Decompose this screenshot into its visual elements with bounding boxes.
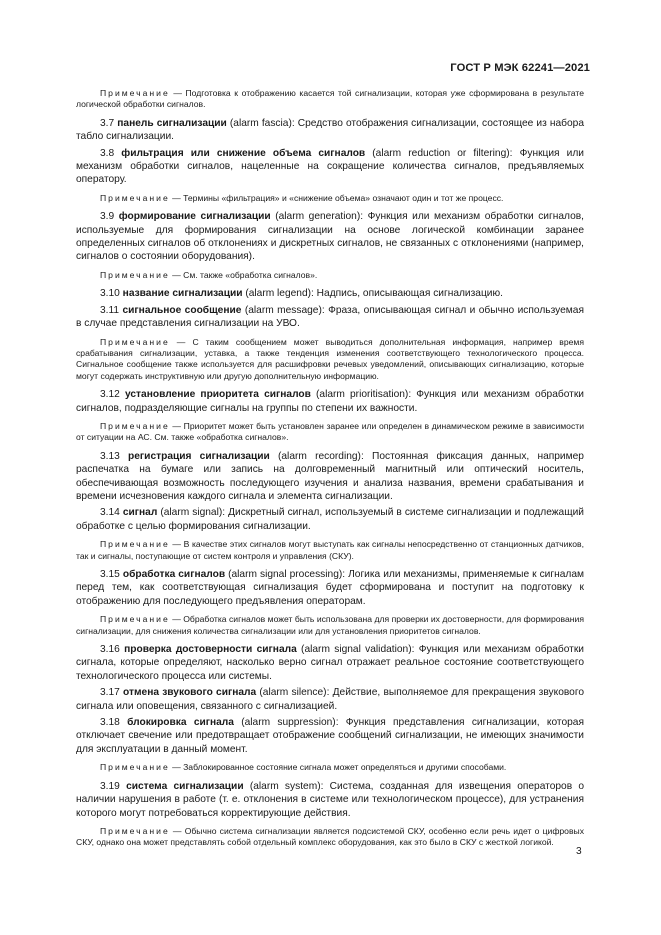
term-english: (alarm generation): — [270, 211, 364, 223]
term-number: 3.14 — [100, 507, 120, 519]
term-name: проверка достоверности сигнала — [124, 644, 297, 656]
term-definition — [76, 568, 584, 608]
term-text: Функция или механизм обработки сигнала, которые определяют, насколько верно сигнал отражает реальное состояние соответствующего технологического процесса или системы. — [76, 644, 584, 682]
term-text: Постоянная фиксация данных, например распечатка на бумаге или запись на долговременный магнитный или оптический носитель, обеспечивающая возможность последующего изучения и анализа названия, времени срабатывания и времени исчезновения каждого сигнала и элемента сигнализации. — [76, 450, 584, 502]
term-definition — [76, 210, 584, 264]
term-english: (alarm signal): — [157, 507, 226, 519]
note-text: — С таким сообщением может выводиться дополнительная информация, например время срабатывания сигнализации, уставка, а также тенденция изменения соответствующего технологического процесса. Сигнальное сообщение также используется для расшифровки речевых уведомлений, описывающих сигнализацию, которые могут содержать инструктивную или другую дополнительную информацию. — [76, 336, 584, 381]
term-text: Функция или механизм обработки сигналов, подразделяющие сигналы на группы по степени их важности. — [76, 389, 584, 414]
note-text: — Термины «фильтрация» и «снижение объема» означают один и тот же процесс. — [169, 192, 504, 203]
term-number: 3.19 — [100, 780, 120, 792]
note-label: Примечание — [100, 420, 170, 431]
term-number: 3.7 — [100, 117, 115, 129]
term-english: (alarm prioritisation): — [310, 389, 412, 401]
note-paragraph — [76, 88, 584, 111]
term-name: установление приоритета сигналов — [124, 389, 311, 401]
term-number: 3.17 — [100, 687, 120, 699]
term-english: (alarm legend): — [242, 288, 314, 300]
note-text: — Обработка сигналов может быть использована для проверки их достоверности, для формирования сигнализации, для снижения количества сигнализации или для установления приоритетов сигналов. — [76, 614, 584, 636]
note-paragraph — [76, 539, 584, 562]
note-text: — Заблокированное состояние сигнала может определяться и другими способами. — [169, 762, 507, 773]
note-paragraph — [76, 193, 584, 204]
term-text: Фраза, описывающая сигнал и обычно используемая в случае представления сигнализации на УВО. — [76, 304, 584, 330]
term-definition — [76, 147, 584, 187]
term-text: Функция или механизм обработки сигналов, нацеленные на сокращение количества сигналов, предъявляемых оператору. — [76, 147, 584, 186]
term-definition — [76, 117, 584, 144]
note-paragraph — [76, 762, 584, 773]
term-english: (alarm system): — [243, 780, 324, 792]
term-name: блокировка сигнала — [127, 717, 234, 729]
term-name: формирование сигнализации — [118, 211, 271, 223]
term-number: 3.13 — [100, 450, 120, 462]
term-definition — [76, 780, 584, 820]
terms-section — [76, 88, 584, 849]
term-english: (alarm reduction or filtering): — [365, 147, 513, 159]
term-number: 3.18 — [100, 717, 120, 729]
term-english: (alarm signal validation): — [296, 644, 415, 656]
note-label: Примечание — [100, 539, 170, 550]
term-definition — [76, 450, 584, 504]
term-english: (alarm silence): — [256, 687, 330, 699]
note-text: — В качестве этих сигналов могут выступать как сигналы непосредственно от станционных датчиков, так и сигналы, поступающие от систем контроля и управления (СКУ). — [76, 539, 584, 561]
term-text: Логика или механизмы, применяемые к сигналам перед тем, как соответствующая сигнализация будет сформирована и поступит на подготовку к отображению для последующего предъявления операторам. — [76, 569, 584, 607]
term-number: 3.16 — [100, 644, 120, 656]
term-english: (alarm fascia): — [226, 117, 295, 129]
term-english: (alarm recording): — [269, 450, 364, 462]
term-english: (alarm message): — [241, 304, 325, 316]
note-paragraph — [76, 826, 584, 849]
note-label: Примечание — [100, 762, 170, 773]
term-number: 3.9 — [100, 211, 115, 223]
note-paragraph — [76, 337, 584, 383]
note-label: Примечание — [100, 825, 170, 836]
term-number: 3.11 — [100, 304, 120, 316]
term-number: 3.8 — [100, 147, 115, 159]
term-definition — [76, 304, 584, 331]
term-text: Дискретный сигнал, используемый в системе сигнализации и подлежащий обработке с целью формирования сигнализации. — [76, 507, 584, 532]
term-definition — [76, 686, 584, 713]
term-definition — [76, 388, 584, 415]
standard-header: ГОСТ Р МЭК 62241—2021 — [450, 62, 590, 74]
term-name: фильтрация или снижение объема сигналов — [121, 147, 366, 159]
note-text: — Приоритет может быть установлен заранее или определен в динамическом режиме в зависимости от ситуации на АС. См. также «обработка сигналов». — [76, 420, 584, 443]
note-text: — См. также «обработка сигналов». — [169, 269, 318, 280]
note-paragraph — [76, 614, 584, 637]
term-definition — [76, 287, 584, 300]
note-label: Примечание — [100, 269, 170, 280]
note-paragraph — [76, 421, 584, 444]
note-paragraph — [76, 270, 584, 281]
page-number: 3 — [576, 846, 582, 857]
term-name: панель сигнализации — [117, 117, 227, 129]
term-definition — [76, 716, 584, 756]
note-label: Примечание — [100, 192, 170, 203]
term-number: 3.12 — [100, 389, 120, 401]
term-name: регистрация сигнализации — [128, 450, 270, 462]
term-name: система сигнализации — [126, 780, 244, 792]
term-name: сигнал — [122, 507, 158, 519]
term-name: название сигнализации — [122, 288, 243, 300]
term-definition — [76, 506, 584, 533]
term-number: 3.15 — [100, 569, 120, 580]
term-english: (alarm suppression): — [233, 717, 339, 729]
note-text: — Обычно система сигнализации является подсистемой СКУ, особенно если речь идет о цифровых СКУ, однако она может представлять собой отдельный комплекс оборудования, как это было в СКУ с жесткой логикой. — [76, 825, 584, 848]
term-definition — [76, 643, 584, 683]
note-label: Примечание — [100, 88, 170, 98]
term-name: сигнальное сообщение — [122, 304, 242, 316]
term-name: отмена звукового сигнала — [123, 687, 257, 699]
note-text: — Подготовка к отображению касается той сигнализации, которая уже сформирована в результате логической обработки сигналов. — [76, 88, 584, 110]
note-label: Примечание — [100, 614, 170, 625]
term-english: (alarm signal processing): — [225, 569, 346, 580]
term-text: Надпись, описывающая сигнализацию. — [313, 288, 503, 300]
term-name: обработка сигналов — [122, 569, 226, 580]
term-text: Средство отображения сигнализации, состоящее из набора табло сигнализации. — [76, 117, 584, 143]
term-text: Функция представления сигнализации, которая отключает свечение или предотвращает отображение сообщений сигнализации, не имеющих значимости для эксплуатации в данный момент. — [76, 717, 584, 755]
term-text: Система, созданная для извещения операторов о наличии нарушения в работе (т. е. отклонения в системе или технологическом процессе), для устранения которого могут потребоваться корректирующие действия. — [76, 780, 585, 819]
note-label: Примечание — [100, 336, 170, 347]
term-number: 3.10 — [100, 288, 120, 300]
term-text: Действие, выполняемое для прекращения звукового сигнала или оповещения, связанного с сигнализацией. — [76, 687, 584, 712]
term-text: Функция или механизм обработки сигналов, используемые для формирования сигнализации на основе логической комбинации заранее определенных сигналов об отклонениях и дискретных сигналов, не связанных с отклонениями (например, сигналов о состоянии оборудования). — [76, 211, 584, 263]
